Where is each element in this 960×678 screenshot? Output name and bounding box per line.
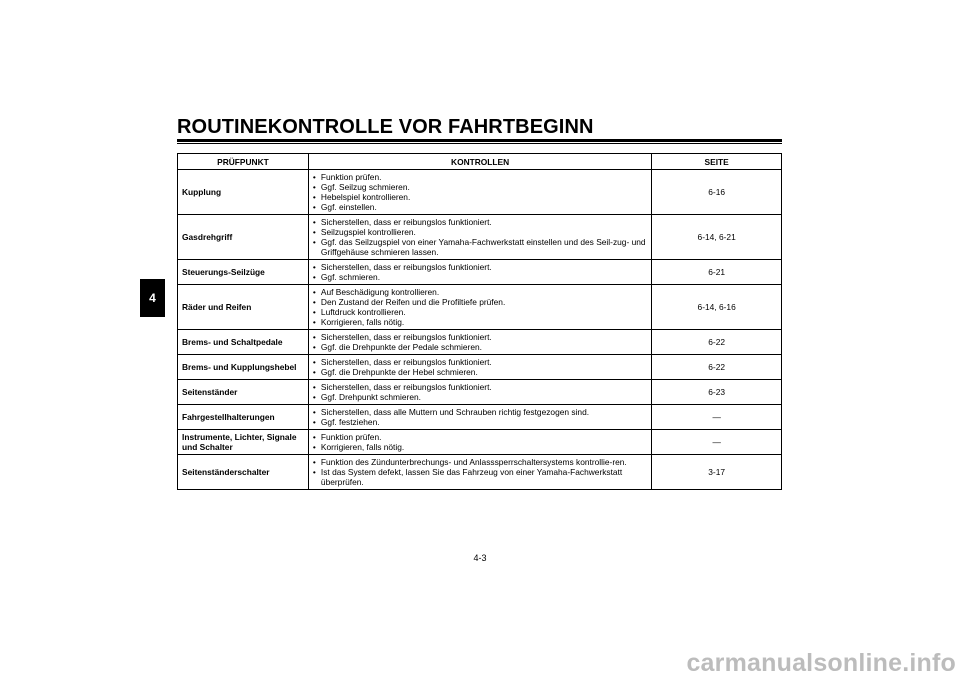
table-row [178, 430, 782, 455]
reference-page: 6-14, 6-16 [652, 285, 782, 330]
reference-page: 6-14, 6-21 [652, 215, 782, 260]
check-action-item: • Ist das System defekt, lassen Sie das Fahrzeug von einer Yamaha-Fachwerkstatt überprüfen. [313, 467, 647, 487]
check-action-item: • Sicherstellen, dass alle Muttern und Schrauben richtig festgezogen sind. [313, 407, 647, 417]
table-row [178, 405, 782, 430]
check-action-item: • Sicherstellen, dass er reibungslos funktioniert. [313, 262, 647, 272]
reference-page: 6-23 [652, 380, 782, 405]
check-item-label: Seitenständer [178, 380, 309, 405]
check-action-list [313, 287, 647, 327]
header-page: SEITE [652, 154, 782, 170]
check-actions [308, 170, 651, 215]
table-row [178, 215, 782, 260]
check-action-item: • Seilzugspiel kontrollieren. [313, 227, 647, 237]
reference-page: — [652, 405, 782, 430]
check-action-item: • Funktion des Zündunterbrechungs- und Anlasssperrschaltersystems kontrollie-ren. [313, 457, 647, 467]
check-action-item: • Den Zustand der Reifen und die Profiltiefe prüfen. [313, 297, 647, 307]
check-action-item: • Luftdruck kontrollieren. [313, 307, 647, 317]
check-action-item: • Ggf. festziehen. [313, 417, 647, 427]
table-row [178, 380, 782, 405]
check-item-label: Brems- und Schaltpedale [178, 330, 309, 355]
reference-page: 6-22 [652, 330, 782, 355]
reference-page: 6-22 [652, 355, 782, 380]
check-actions [308, 430, 651, 455]
check-action-item: • Ggf. die Drehpunkte der Pedale schmieren. [313, 342, 647, 352]
check-action-item: • Sicherstellen, dass er reibungslos funktioniert. [313, 332, 647, 342]
table-body [178, 170, 782, 490]
check-action-item: • Ggf. die Drehpunkte der Hebel schmieren. [313, 367, 647, 377]
chapter-tab: 4 [140, 279, 165, 317]
header-item: PRÜFPUNKT [178, 154, 309, 170]
table-row [178, 260, 782, 285]
reference-page: 3-17 [652, 455, 782, 490]
page-title: ROUTINEKONTROLLE VOR FAHRTBEGINN [177, 116, 594, 138]
table-row [178, 355, 782, 380]
check-actions [308, 455, 651, 490]
check-action-item: • Ggf. Seilzug schmieren. [313, 182, 647, 192]
check-item-label: Steuerungs-Seilzüge [178, 260, 309, 285]
check-action-list [313, 262, 647, 282]
check-item-label: Seitenständerschalter [178, 455, 309, 490]
check-action-item: • Sicherstellen, dass er reibungslos funktioniert. [313, 382, 647, 392]
check-action-list [313, 332, 647, 352]
page-number: 4-3 [473, 553, 487, 563]
table-header-row [178, 154, 782, 170]
check-actions [308, 285, 651, 330]
reference-page: 6-21 [652, 260, 782, 285]
reference-page: 6-16 [652, 170, 782, 215]
check-actions [308, 355, 651, 380]
check-actions [308, 380, 651, 405]
table-row [178, 285, 782, 330]
check-action-list [313, 407, 647, 427]
check-action-item: • Korrigieren, falls nötig. [313, 317, 647, 327]
table-row [178, 455, 782, 490]
check-item-label: Brems- und Kupplungshebel [178, 355, 309, 380]
check-action-item: • Sicherstellen, dass er reibungslos funktioniert. [313, 357, 647, 367]
check-action-list [313, 172, 647, 212]
check-action-item: • Funktion prüfen. [313, 432, 647, 442]
check-actions [308, 405, 651, 430]
check-item-label: Fahrgestellhalterungen [178, 405, 309, 430]
title-underline-thin [177, 143, 782, 144]
check-action-item: • Sicherstellen, dass er reibungslos funktioniert. [313, 217, 647, 227]
check-actions [308, 215, 651, 260]
table-row [178, 330, 782, 355]
title-underline [177, 139, 782, 142]
table-row [178, 170, 782, 215]
check-item-label: Räder und Reifen [178, 285, 309, 330]
check-action-item: • Hebelspiel kontrollieren. [313, 192, 647, 202]
check-action-list [313, 432, 647, 452]
routine-check-table [177, 153, 782, 490]
check-action-item: • Korrigieren, falls nötig. [313, 442, 647, 452]
check-action-item: • Ggf. schmieren. [313, 272, 647, 282]
check-action-item: • Auf Beschädigung kontrollieren. [313, 287, 647, 297]
check-action-list [313, 457, 647, 487]
check-action-list [313, 357, 647, 377]
check-item-label: Kupplung [178, 170, 309, 215]
check-actions [308, 330, 651, 355]
reference-page: — [652, 430, 782, 455]
check-item-label: Instrumente, Lichter, Signale und Schalter [178, 430, 309, 455]
check-action-list [313, 217, 647, 257]
check-action-item: • Ggf. einstellen. [313, 202, 647, 212]
check-action-item: • Funktion prüfen. [313, 172, 647, 182]
check-actions [308, 260, 651, 285]
check-action-item: • Ggf. das Seilzugspiel von einer Yamaha-Fachwerkstatt einstellen und des Seil-zug- und Griffgehäuse schmieren lassen. [313, 237, 647, 257]
check-action-item: • Ggf. Drehpunkt schmieren. [313, 392, 647, 402]
check-action-list [313, 382, 647, 402]
header-checks: KONTROLLEN [308, 154, 651, 170]
check-item-label: Gasdrehgriff [178, 215, 309, 260]
watermark: carmanualsonline.info [686, 649, 956, 677]
